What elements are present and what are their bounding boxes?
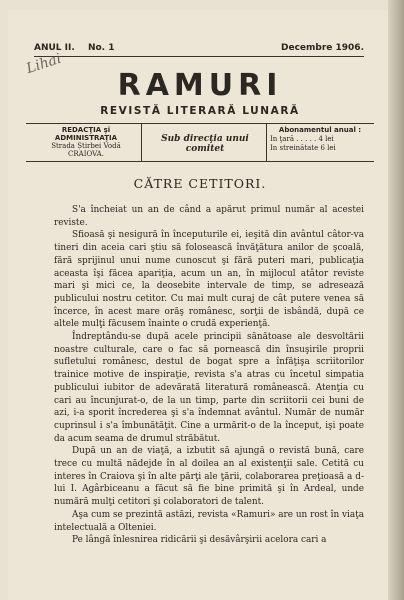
top-rule <box>34 56 364 57</box>
header-rule-top <box>26 123 374 124</box>
admin-city: CRAIOVA. <box>68 150 104 158</box>
paragraph: S'a încheiat un an de când a apărut primul număr al acestei reviste. <box>54 205 364 228</box>
issue-year: ANUL II. <box>34 43 75 53</box>
paragraph: Sfioasă şi nesigură în începuturile ei, ieşită din avântul câtor-va tineri din aceia cari ştiu să folosească învăţătura anilor de şcoală, fără sprijinul unui nume cunoscut şi fără puteri mari, publicaţia aceasta îşi făcea apariţia, acum un an, în mijlocul atâtor reviste mari şi mici ce, la deosebite intervale de timp, se adresează publicului nostru cetitor. Cu mai mult curaj de cât putere venea să încerce, în acest mare orăş românesc, sorţii de isbândă, după ce altele mulţi făcusem înainte o crudă experienţă. <box>54 230 364 330</box>
issue-number: No. 1 <box>87 43 115 53</box>
handwritten-signature: Lihai <box>24 50 64 78</box>
header-divider-left <box>141 123 142 161</box>
article-heading: CĂTRE CETITORI. <box>133 176 267 191</box>
paragraph: Aşa cum se prezintă astăzi, revista «Ramuri» are un rost în viaţa intelectuală a Olteniei. <box>54 509 364 533</box>
magazine-title: RAMURI <box>117 68 283 103</box>
magazine-page <box>8 10 392 600</box>
header-divider-right <box>266 123 267 161</box>
direction-note: Sub direcţia unui comitet <box>161 134 249 154</box>
subscription-country: In ţară . . . . . 4 lei <box>270 135 334 143</box>
subscription-block <box>270 126 370 153</box>
paragraph: Îndreptându-se după acele principii sănătoase ale desvoltării noastre culturale, care o fac să pornească din însuşirile proprii sufletului românesc, destul de bogat spre a înfăţişa scriitorilor trainice motive de inspiraţie, revista s'a atras cu încetul simpatia publicului iubitor de adevărată literatură românească. Atenţia cu cari au încunjurat-o, de la un timp, parte din scriitorii cei buni de azi, i-a sporit încrederea şi s'a îndemnat avântul. Număr de număr cuprinsul i s'a îmbunătăţit. Cine a urmărit-o de la început, işi poate da acum seama de drumul străbătut. <box>54 332 364 444</box>
magazine-subtitle: REVISTĂ LITERARĂ LUNARĂ <box>100 105 300 117</box>
article-body <box>54 204 364 547</box>
subscription-abroad: In streinătate 6 lei <box>270 144 336 152</box>
issue-date: Decembre 1906. <box>281 43 364 53</box>
paragraph: După un an de viaţă, a izbutit să ajungă o revistă bună, care trece cu multă nădejde în al doilea an al existenţii sale. Cetită cu interes în Craiova şi în alte părţi ale ţării, colaborarea preţioasă a d-lui I. Agârbiceanu a făcut să fie bine primită şi în Ardeal, unde numără mulţi cetitori şi colaboratori de talent. <box>54 446 364 508</box>
book-spine <box>388 0 404 600</box>
header-rule-bottom <box>26 161 374 162</box>
subscription-title: Abonamentul anual : <box>278 126 362 134</box>
admin-title: REDACŢIA şi ADMINISTRAŢIA <box>54 126 118 142</box>
issue-line <box>34 43 364 53</box>
administration-block <box>34 126 138 158</box>
paragraph: Pe lângă înlesnirea ridicării şi desăvârşirii acelora cari a <box>72 535 327 546</box>
admin-street: Strada Știrbei Vodă <box>51 142 121 150</box>
